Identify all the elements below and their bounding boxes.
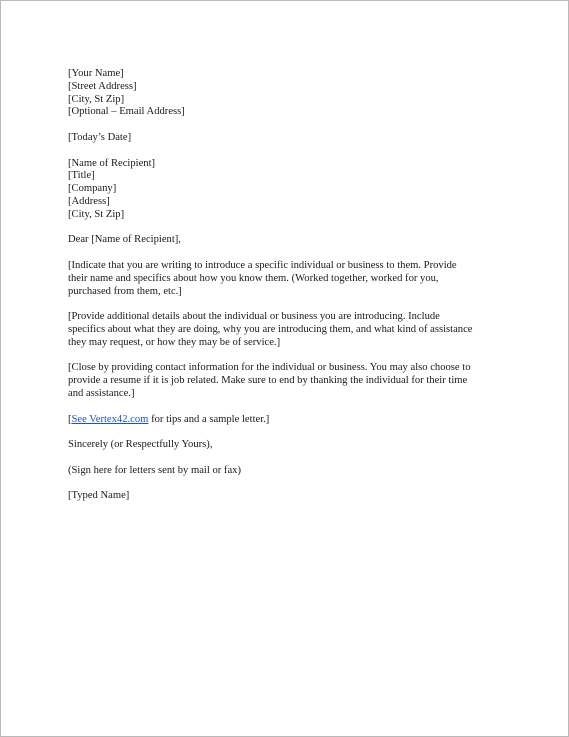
spacer (68, 145, 508, 158)
paragraph-closing (68, 362, 508, 400)
paragraph-line: purchased from them, etc.] (68, 285, 182, 297)
paragraph-introduction (68, 260, 508, 298)
tip-rest: for tips and a sample letter.] (148, 413, 270, 425)
spacer (68, 401, 508, 414)
sender-email: [Optional – Email Address] (68, 106, 185, 118)
typed-name: [Typed Name] (68, 490, 130, 502)
paragraph-line: provide a resume if it is job related. Make sure to end by thanking the individual for their time (68, 375, 468, 387)
paragraph-line: their name and specifics about how you know them. (Worked together, worked for you, (68, 272, 439, 284)
paragraph-line: specifics about what they are doing, why you are introducing them, and what kind of assistance (68, 323, 473, 335)
recipient-city: [City, St Zip] (68, 208, 125, 220)
spacer (68, 452, 508, 465)
spacer (68, 247, 508, 260)
spacer (68, 478, 508, 491)
sender-city: [City, St Zip] (68, 93, 125, 105)
sender-street: [Street Address] (68, 80, 137, 92)
paragraph-details (68, 311, 508, 349)
letter-body (68, 68, 508, 503)
paragraph-line: they may request, or how they may be of service.] (68, 336, 281, 348)
tip-line (68, 414, 508, 427)
paragraph-line: [Close by providing contact information for the individual or business. You may also choose to (68, 362, 471, 374)
salutation: Dear [Name of Recipient], (68, 234, 181, 246)
recipient-title: [Title] (68, 170, 95, 182)
spacer (68, 426, 508, 439)
sender-block (68, 68, 508, 119)
signature-note: (Sign here for letters sent by mail or fax) (68, 464, 241, 476)
sender-name: [Your Name] (68, 68, 124, 79)
paragraph-line: [Provide additional details about the individual or business you are introducing. Include (68, 311, 440, 323)
closing: Sincerely (or Respectfully Yours), (68, 439, 213, 451)
vertex42-link[interactable]: See Vertex42.com (71, 413, 149, 425)
recipient-name: [Name of Recipient] (68, 157, 156, 169)
recipient-company: [Company] (68, 183, 117, 195)
letter-date: [Today’s Date] (68, 131, 132, 143)
paragraph-line: [Indicate that you are writing to introduce a specific individual or business to them. Provide (68, 259, 457, 271)
paragraph-line: and assistance.] (68, 387, 135, 399)
spacer (68, 298, 508, 311)
spacer (68, 119, 508, 132)
recipient-block (68, 158, 508, 222)
spacer (68, 222, 508, 235)
spacer (68, 350, 508, 363)
tip-open-bracket: [ (68, 413, 72, 425)
recipient-address: [Address] (68, 195, 110, 207)
